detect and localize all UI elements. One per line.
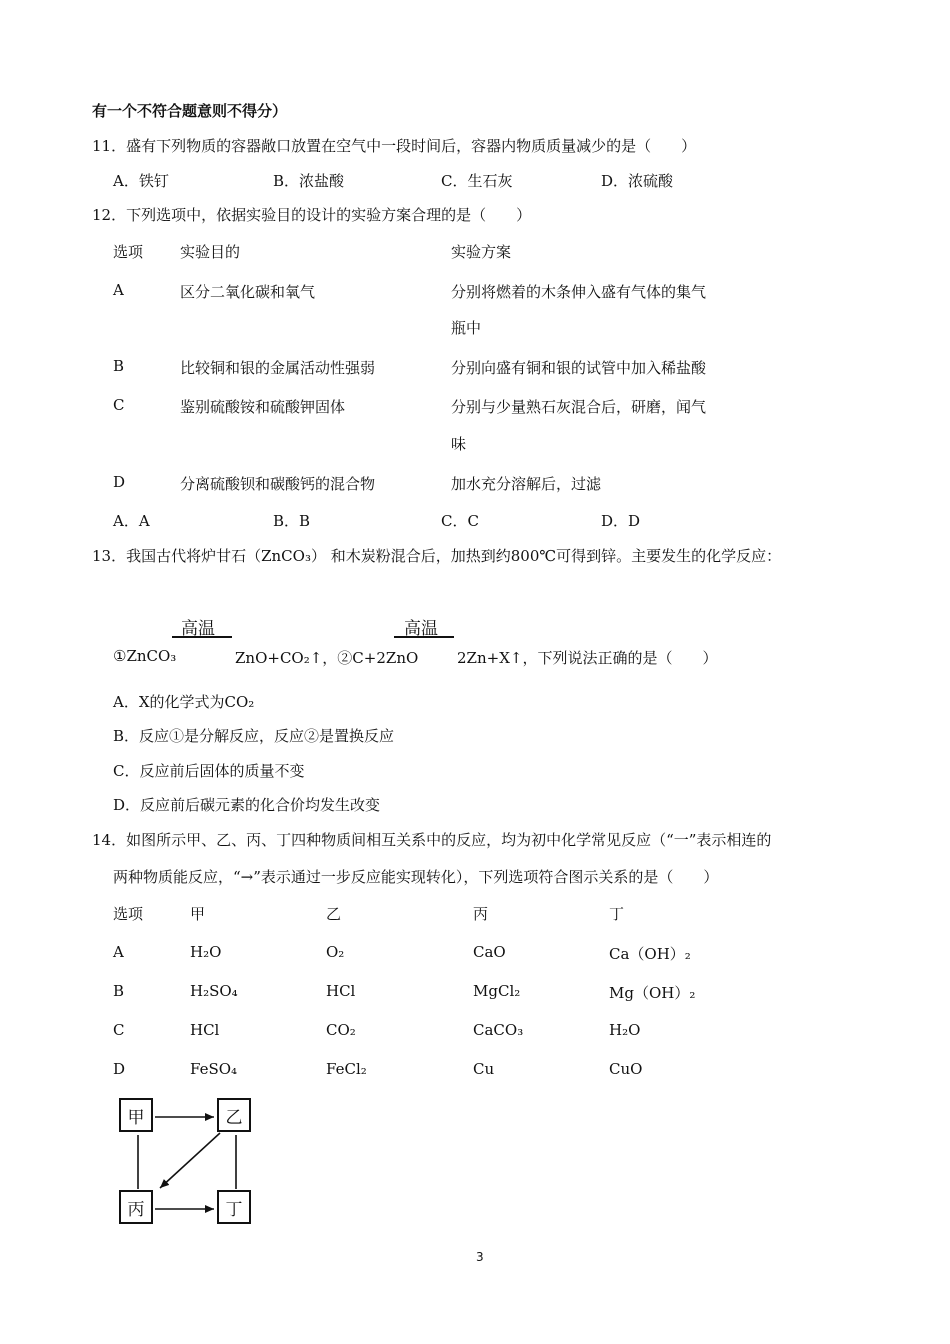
equation-part-2: ZnO+CO₂↑，②C+2ZnO: [235, 649, 419, 667]
q12-option-b: B．B: [273, 512, 311, 530]
q12-row-plan: 分别将燃着的木条伸入盛有气体的集气: [451, 283, 707, 301]
question-14-stem-line2: 两种物质能反应，“→”表示通过一步反应能实现转化），下列选项符合图示关系的是（ ）: [113, 868, 719, 886]
q12-row-option: A: [113, 281, 124, 299]
q14-cell: HCl: [326, 982, 356, 1000]
q14-cell: MgCl₂: [473, 982, 521, 1000]
q12-row-option: C: [113, 396, 125, 414]
q14-cell: D: [113, 1060, 126, 1078]
q12-row-plan: 分别与少量熟石灰混合后，研磨，闻气: [451, 398, 707, 416]
q14-cell: FeSO₄: [190, 1060, 238, 1078]
q12-row-purpose: 区分二氧化碳和氧气: [180, 283, 316, 301]
q12-row-purpose: 比较铜和银的金属活动性强弱: [180, 359, 376, 377]
q12-option-c: C．C: [441, 512, 479, 530]
question-14-stem-line1: 14．如图所示甲、乙、丙、丁四种物质间相互关系中的反应，均为初中化学常见反应（“一”表示相连的: [92, 831, 772, 849]
reaction-condition-1: 高温: [181, 619, 215, 639]
q11-option-c: C．生石灰: [441, 172, 513, 190]
diagram-node-bing: 丙: [119, 1190, 153, 1224]
q12-row-purpose: 鉴别硫酸铵和硫酸钾固体: [180, 398, 346, 416]
q12-row-purpose: 分离硫酸钡和碳酸钙的混合物: [180, 475, 376, 493]
q11-option-b: B．浓盐酸: [273, 172, 345, 190]
q13-option-d: D．反应前后碳元素的化合价均发生改变: [113, 796, 381, 814]
diagram-node-yi: 乙: [217, 1098, 251, 1132]
q12-row-plan: 分别向盛有铜和银的试管中加入稀盐酸: [451, 359, 707, 377]
q14-header-yi: 乙: [326, 905, 342, 923]
page-number: 3: [476, 1250, 484, 1264]
q12-header-plan: 实验方案: [451, 243, 512, 261]
question-11-stem: 11．盛有下列物质的容器敞口放置在空气中一段时间后，容器内物质质量减少的是（ ）: [92, 137, 697, 155]
q14-cell: CaCO₃: [473, 1021, 524, 1039]
q13-option-b: B．反应①是分解反应，反应②是置换反应: [113, 727, 395, 745]
q13-option-a: A．X的化学式为CO₂: [113, 693, 255, 711]
reaction-equals-1: [172, 636, 232, 638]
q14-cell: Cu: [473, 1060, 495, 1078]
q14-cell: H₂SO₄: [190, 982, 238, 1000]
q12-option-d: D．D: [601, 512, 641, 530]
reaction-equals-2: [394, 636, 454, 638]
q12-option-a: A．A: [113, 512, 150, 530]
q14-cell: C: [113, 1021, 125, 1039]
q14-cell: CO₂: [326, 1021, 356, 1039]
q14-cell: HCl: [190, 1021, 220, 1039]
q14-cell: H₂O: [190, 943, 222, 961]
q12-row-option: B: [113, 357, 125, 375]
q14-cell: Mg（OH）₂: [609, 984, 696, 1002]
question-13-stem: 13．我国古代将炉甘石（ZnCO₃） 和木炭粉混合后，加热到约800℃可得到锌。主要发生的化学反应：: [92, 547, 782, 565]
q11-option-a: A．铁钉: [113, 172, 169, 190]
equation-part-1: ①ZnCO₃: [113, 647, 177, 665]
q14-cell: A: [113, 943, 124, 961]
q14-cell: FeCl₂: [326, 1060, 367, 1078]
q14-cell: B: [113, 982, 125, 1000]
q14-cell: CaO: [473, 943, 506, 961]
q12-row-option: D: [113, 473, 126, 491]
diagram-node-jia: 甲: [119, 1098, 153, 1132]
q14-header-bing: 丙: [473, 905, 489, 923]
q12-row-plan: 加水充分溶解后，过滤: [451, 475, 602, 493]
q14-cell: Ca（OH）₂: [609, 945, 691, 963]
question-12-stem: 12．下列选项中，依据实验目的设计的实验方案合理的是（ ）: [92, 206, 532, 224]
q12-header-option: 选项: [113, 243, 144, 261]
diagram-node-ding: 丁: [217, 1190, 251, 1224]
arrow-yi-to-bing: [160, 1133, 220, 1188]
section-note: 有一个不符合题意则不得分）: [92, 102, 288, 120]
q12-header-purpose: 实验目的: [180, 243, 241, 261]
q14-header-jia: 甲: [190, 905, 206, 923]
q14-cell: O₂: [326, 943, 345, 961]
q14-cell: CuO: [609, 1060, 643, 1078]
q12-row-plan-cont: 瓶中: [451, 319, 482, 337]
q13-option-c: C．反应前后固体的质量不变: [113, 762, 305, 780]
q14-header-ding: 丁: [609, 905, 625, 923]
q14-cell: H₂O: [609, 1021, 641, 1039]
q11-option-d: D．浓硫酸: [601, 172, 674, 190]
q12-row-plan-cont: 味: [451, 435, 467, 453]
q14-header-option: 选项: [113, 905, 144, 923]
reaction-condition-2: 高温: [404, 619, 438, 639]
equation-part-3: 2Zn+X↑，下列说法正确的是（ ）: [457, 649, 718, 667]
